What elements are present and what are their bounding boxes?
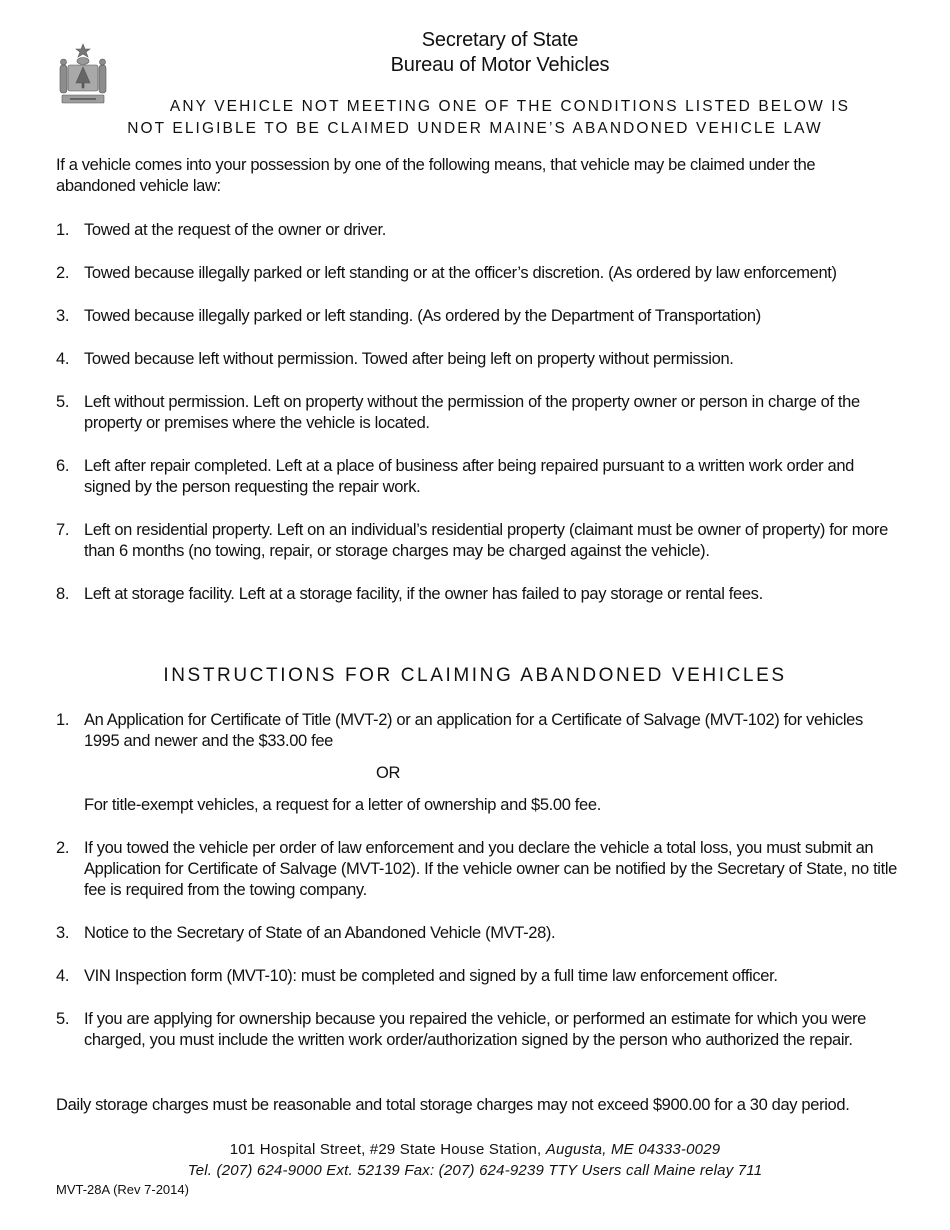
item-text: If you are applying for ownership because you repaired the vehicle, or performed an estimate for which you were charged, you must include the written work order/authorization signed by the person who authorized the repair. bbox=[84, 1010, 867, 1049]
list-item bbox=[56, 1009, 902, 1051]
instructions-heading: INSTRUCTIONS FOR CLAIMING ABANDONED VEHICLES bbox=[163, 665, 787, 686]
item-number: 2. bbox=[56, 839, 70, 857]
item-text: Towed at the request of the owner or driver. bbox=[84, 221, 386, 239]
address-line bbox=[0, 1139, 950, 1160]
page-header bbox=[0, 28, 950, 78]
item-text: Towed because left without permission. Towed after being left on property without permission. bbox=[84, 350, 734, 368]
list-item bbox=[56, 263, 902, 284]
list-item bbox=[56, 584, 902, 605]
phone-line: Tel. (207) 624-9000 Ext. 52139 Fax: (207) 624-9239 TTY Users call Maine relay 711 bbox=[187, 1162, 763, 1179]
item-number: 3. bbox=[56, 307, 70, 325]
item-number: 5. bbox=[56, 1010, 70, 1028]
list-item bbox=[56, 349, 902, 370]
item-text: VIN Inspection form (MVT-10): must be completed and signed by a full time law enforcement officer. bbox=[84, 967, 778, 985]
list-item bbox=[56, 838, 902, 901]
eligibility-warning bbox=[0, 96, 950, 140]
list-item bbox=[56, 456, 902, 498]
item-number: 1. bbox=[56, 221, 70, 239]
intro-paragraph: If a vehicle comes into your possession by one of the following means, that vehicle may be claimed under the abandoned vehicle law: bbox=[56, 156, 816, 195]
form-id: MVT-28A (Rev 7-2014) bbox=[56, 1182, 189, 1197]
list-item bbox=[56, 966, 902, 987]
title-exempt-option: For title-exempt vehicles, a request for a letter of ownership and $5.00 fee. bbox=[84, 796, 601, 814]
item-text: If you towed the vehicle per order of law enforcement and you declare the vehicle a total loss, you must submit an Application for Certificate of Salvage (MVT-102). If the vehicle owner can be notified by the Secretary of State, no title fee is required from the towing company. bbox=[84, 839, 897, 899]
item-number: 8. bbox=[56, 585, 70, 603]
item-text: Towed because illegally parked or left standing. (As ordered by the Department of Transportation) bbox=[84, 307, 761, 325]
item-number: 1. bbox=[56, 711, 70, 729]
item-number: 4. bbox=[56, 967, 70, 985]
street-address: 101 Hospital Street, #29 State House Station, bbox=[229, 1141, 546, 1158]
item-text: Left without permission. Left on property without the permission of the property owner or person in charge of the property or premises where the vehicle is located. bbox=[84, 393, 860, 432]
list-item bbox=[56, 306, 902, 327]
item-number: 2. bbox=[56, 264, 70, 282]
list-item bbox=[56, 392, 902, 434]
item-text: An Application for Certificate of Title (MVT-2) or an application for a Certificate of Salvage (MVT-102) for vehicles 1995 and newer and the $33.00 fee bbox=[84, 711, 863, 750]
item-text: Left on residential property. Left on an individual’s residential property (claimant must be owner of property) for more than 6 months (no towing, repair, or storage charges may be charged against the vehicle). bbox=[84, 521, 888, 560]
item-number: 4. bbox=[56, 350, 70, 368]
conditions-list bbox=[56, 220, 902, 627]
bureau-title: Bureau of Motor Vehicles bbox=[390, 54, 610, 76]
item-number: 6. bbox=[56, 457, 70, 475]
warning-line-1: ANY VEHICLE NOT MEETING ONE OF THE CONDITIONS LISTED BELOW IS bbox=[169, 98, 851, 115]
contact-footer bbox=[0, 1139, 950, 1181]
item-text: Towed because illegally parked or left standing or at the officer’s discretion. (As ordered by law enforcement) bbox=[84, 264, 837, 282]
list-item bbox=[56, 520, 902, 562]
instructions-list bbox=[56, 710, 902, 1073]
warning-line-2: NOT ELIGIBLE TO BE CLAIMED UNDER MAINE’S ABANDONED VEHICLE LAW bbox=[127, 120, 823, 137]
or-separator: OR bbox=[376, 764, 401, 782]
item-text: Left after repair completed. Left at a place of business after being repaired pursuant to a written work order and signed by the person requesting the repair work. bbox=[84, 457, 854, 496]
item-number: 7. bbox=[56, 521, 70, 539]
daily-storage-note: Daily storage charges must be reasonable and total storage charges may not exceed $900.00 for a 30 day period. bbox=[56, 1096, 850, 1114]
item-number: 3. bbox=[56, 924, 70, 942]
list-item bbox=[56, 220, 902, 241]
item-text: Notice to the Secretary of State of an Abandoned Vehicle (MVT-28). bbox=[84, 924, 556, 942]
list-item bbox=[56, 923, 902, 944]
city-state-zip: Augusta, ME 04333-0029 bbox=[545, 1141, 721, 1158]
agency-title: Secretary of State bbox=[421, 29, 579, 51]
list-item bbox=[56, 710, 902, 816]
item-text: Left at storage facility. Left at a storage facility, if the owner has failed to pay storage or rental fees. bbox=[84, 585, 763, 603]
item-number: 5. bbox=[56, 393, 70, 411]
